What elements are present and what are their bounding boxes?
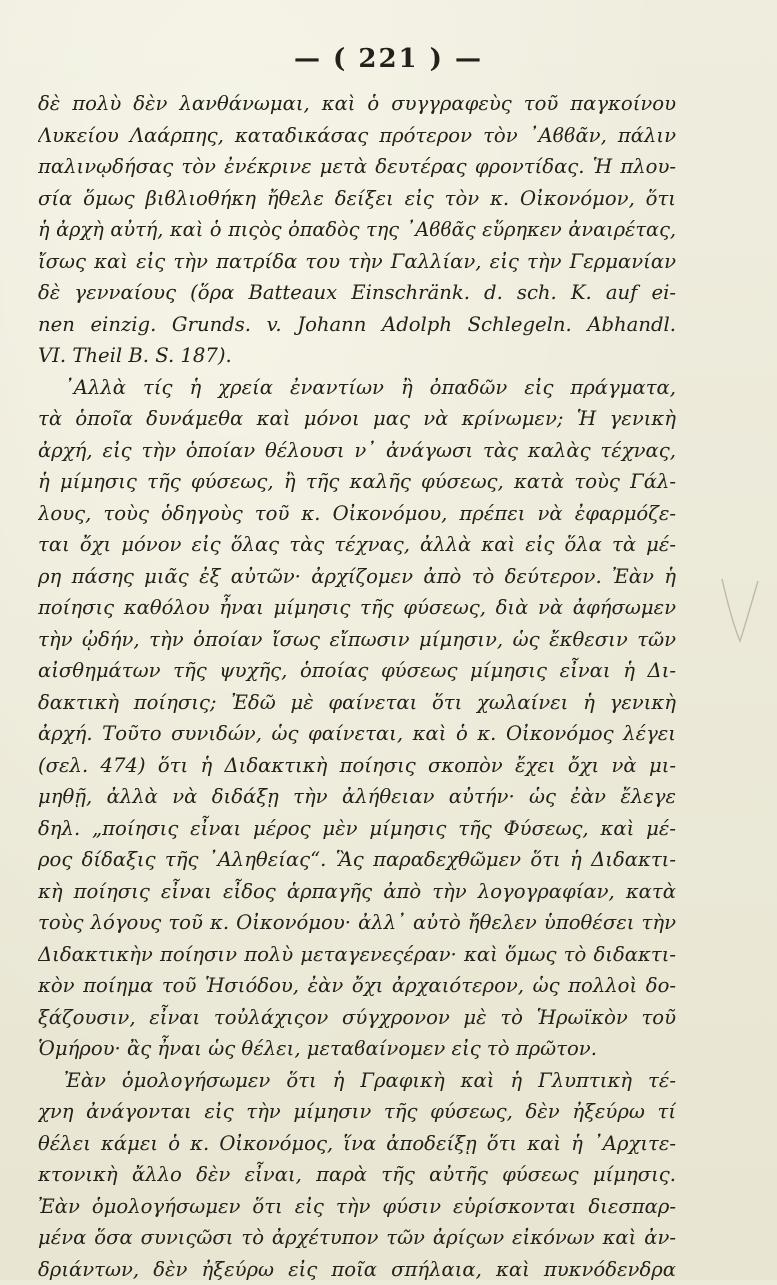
text-line: Διδακτικὴν ποίησιν πολὺ μεταγενεςέραν· καὶ ὅμως τὸ διδακτι- xyxy=(38,939,676,971)
text-line: μένα ὅσα συνιςῶσι τὸ ἀρχέτυπον τῶν ἀρίςων εἰκόνων καὶ ἀν- xyxy=(38,1222,676,1254)
text-line: ρος δίδαξις τῆς ᾿Αληθείας“. Ἃς παραδεχθῶμεν ὅτι ἡ Διδακτι- xyxy=(38,844,676,876)
paragraph-2 xyxy=(38,372,676,1065)
text-line: παλινῳδήσας τὸν ἐνέκρινε μετὰ δευτέρας φροντίδας. Ἡ πλου- xyxy=(38,151,676,183)
text-line: μηθῇ, ἀλλὰ νὰ διδάξῃ τὴν ἀλήθειαν αὐτήν· ὡς ἐὰν ἔλεγε xyxy=(38,781,676,813)
text-line: ται ὄχι μόνον εἰς ὅλας τὰς τέχνας, ἀλλὰ καὶ εἰς ὅλα τὰ μέ- xyxy=(38,529,676,561)
text-line: (σελ. 474) ὅτι ἡ Διδακτικὴ ποίησις σκοπὸν ἔχει ὄχι νὰ μι- xyxy=(38,750,676,782)
page-number-header: — ( 221 ) — xyxy=(0,44,777,74)
text-line: ᾿Αλλὰ τίς ἡ χρεία ἐναντίων ἢ ὀπαδῶν εἰς πράγματα, xyxy=(38,372,676,404)
text-line: Λυκείου Λαάρπης, καταδικάσας πρότερον τὸν ᾿Αϐϐᾶν, πάλιν xyxy=(38,120,676,152)
text-line: ἡ μίμησις τῆς φύσεως, ἢ τῆς καλῆς φύσεως, κατὰ τοὺς Γάλ- xyxy=(38,466,676,498)
text-line: τὴν ᾠδήν, τὴν ὁποίαν ἴσως εἴπωσιν μίμησιν, ὡς ἔκθεσιν τῶν xyxy=(38,624,676,656)
text-line: κὴ ποίησις εἶναι εἶδος ἁρπαγῆς ἀπὸ τὴν λογογραφίαν, κατὰ xyxy=(38,876,676,908)
text-line: τοὺς λόγους τοῦ κ. Οἰκονόμου· ἀλλ᾿ αὐτὸ ἤθελεν ὑποθέσει τὴν xyxy=(38,907,676,939)
text-line: δριάντων, δὲν ἠξεύρω εἰς ποῖα σπήλαια, καὶ πυκνόδενδρα xyxy=(38,1254,676,1285)
text-line: ἡ ἀρχὴ αὐτή, καὶ ὁ πιςὸς ὀπαδὸς της ᾿Αϐϐᾶς εὕρηκεν ἀναιρέτας, xyxy=(38,214,676,246)
text-line: δὲ γενναίους (ὅρα Batteaux Einschränk. d. sch. K. auf ei- xyxy=(38,277,676,309)
text-line: ποίησις καθόλου ἦναι μίμησις τῆς φύσεως, διὰ νὰ ἀφήσωμεν xyxy=(38,592,676,624)
paragraph-1 xyxy=(38,88,676,372)
text-line: κὸν ποίημα τοῦ Ἡσιόδου, ἐὰν ὄχι ἀρχαιότερον, ὡς πολλοὶ δο- xyxy=(38,970,676,1002)
text-line: τὰ ὁποῖα δυνάμεθα καὶ μόνοι μας νὰ κρίνωμεν; Ἡ γενικὴ xyxy=(38,403,676,435)
text-line: δηλ. „ποίησις εἶναι μέρος μὲν μίμησις τῆς Φύσεως, καὶ μέ- xyxy=(38,813,676,845)
text-line: ξάζουσιν, εἶναι τοὐλάχιςον σύγχρονον μὲ τὸ Ἡρωϊκὸν τοῦ xyxy=(38,1002,676,1034)
text-line: ἀρχή. Τοῦτο συνιδών, ὡς φαίνεται, καὶ ὁ κ. Οἰκονόμος λέγει xyxy=(38,718,676,750)
text-line: ρη πάσης μιᾶς ἐξ αὐτῶν· ἀρχίζομεν ἀπὸ τὸ δεύτερον. Ἐὰν ἡ xyxy=(38,561,676,593)
text-line: Ἐὰν ὁμολογήσωμεν ὅτι εἰς τὴν φύσιν εὑρίσκονται διεσπαρ- xyxy=(38,1191,676,1223)
text-line: nen einzig. Grunds. v. Johann Adolph Schlegeln. Abhandl. xyxy=(38,309,676,341)
text-line: θέλει κάμει ὁ κ. Οἰκονόμος, ἵνα ἀποδείξῃ ὅτι καὶ ἡ ᾿Αρχιτε- xyxy=(38,1128,676,1160)
text-line: κτονικὴ ἄλλο δὲν εἶναι, παρὰ τῆς αὐτῆς φύσεως μίμησις. xyxy=(38,1159,676,1191)
text-line: ἴσως καὶ εἰς τὴν πατρίδα του τὴν Γαλλίαν, εἰς τὴν Γερμανίαν xyxy=(38,246,676,278)
pencil-margin-mark xyxy=(718,575,762,645)
text-line: αἰσθημάτων τῆς ψυχῆς, ὁποίας φύσεως μίμησις εἶναι ἡ Δι- xyxy=(38,655,676,687)
text-line: λους, τοὺς ὁδηγοὺς τοῦ κ. Οἰκονόμου, πρέπει νὰ ἐφαρμόζε- xyxy=(38,498,676,530)
text-line: VI. Theil B. S. 187). xyxy=(38,340,676,372)
text-line: Ὁμήρου· ἂς ἦναι ὡς θέλει, μεταϐαίνομεν εἰς τὸ πρῶτον. xyxy=(38,1033,676,1065)
body-text xyxy=(38,88,676,1285)
text-line: ἀρχή, εἰς τὴν ὁποίαν θέλουσι ν᾿ ἀνάγωσι τὰς καλὰς τέχνας, xyxy=(38,435,676,467)
text-line: δὲ πολὺ δὲν λανθάνωμαι, καὶ ὁ συγγραφεὺς τοῦ παγκοίνου xyxy=(38,88,676,120)
paragraph-3 xyxy=(38,1065,676,1285)
text-line: Ἐὰν ὁμολογήσωμεν ὅτι ἡ Γραφικὴ καὶ ἡ Γλυπτικὴ τέ- xyxy=(38,1065,676,1097)
text-line: χνη ἀνάγονται εἰς τὴν μίμησιν τῆς φύσεως, δὲν ἠξεύρω τί xyxy=(38,1096,676,1128)
text-line: σία ὅμως βιϐλιοθήκη ἤθελε δείξει εἰς τὸν κ. Οἰκονόμον, ὅτι xyxy=(38,183,676,215)
text-line: δακτικὴ ποίησις; Ἐδῶ μὲ φαίνεται ὅτι χωλαίνει ἡ γενικὴ xyxy=(38,687,676,719)
